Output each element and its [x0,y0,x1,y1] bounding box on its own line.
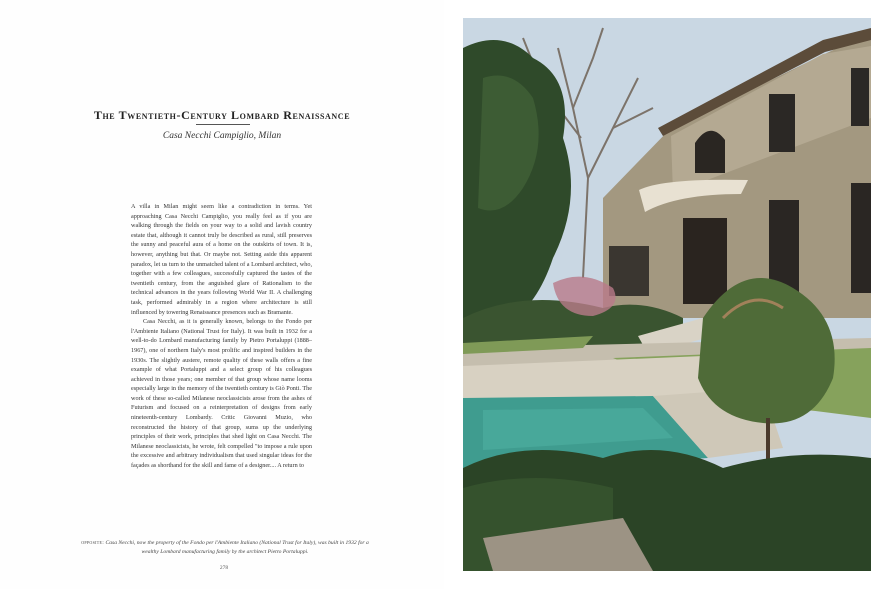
photo-caption [75,539,375,557]
body-paragraph: A villa in Milan might seem like a contradiction in terms. Yet approaching Casa Necchi Campiglio, you really feel as if you are walking through the fields on your way to a solid and lavish country estate that, although it cannot truly be described as rural, still preserves the sunny and peaceful aura of a home on the outskirts of town. It is, however, anything but that. Or maybe not. Setting aside this apparent paradox, let us turn to the unmatched talent of a Lombard architect, who, together with a few colleagues, successfully captured the tastes of the twentieth century, from the anguished glare of Rationalism to the technical advances in the years following World War II. A challenging task, performed admirably in a region where architecture is still influenced by towering Renaissance presences such as Bramante. [131,203,312,316]
caption-lead: opposite: [81,540,105,546]
chapter-subtitle: Casa Necchi Campiglio, Milan [162,131,282,141]
body-text [131,202,312,471]
villa-photo-illustration [463,18,871,571]
body-paragraph: Casa Necchi, as it is generally known, belongs to the Fondo per l'Ambiente Italiano (National Trust for Italy). It was built in 1932 for a well-to-do Lombard manufacturing family by Pietro Portaluppi (1888–1967), one of northern Italy's most prolific and inspired builders in the 1930s. The slightly austere, remote quality of these walls offers a fine example of what Portaluppi and a select group of his colleagues achieved in those years; one member of that group whose name looms especially large in the memory of the twentieth century is Giò Ponti. The work of these so-called Milanese neoclassicists arose from the ashes of Futurism and focused on a reinterpretation of designs from early nineteenth-century Lombardy. Critic Giovanni Muzio, who reconstructed the history of that group, sums up the underlying principles of their work, principles that shed light on Casa Necchi. The Milanese neoclassicists, he wrote, felt compelled "to impose a rule upon the excessive and arbitrary individualism that used singular ideas for the façades as shorthand for the skill and fame of a designer.... A return to [131,318,312,470]
page-number: 278 [219,565,229,571]
title-divider [196,124,250,125]
villa-photograph [463,18,871,571]
chapter-title: The Twentieth-Century Lombard Renaissance [93,108,351,122]
caption-text: Casa Necchi, now the property of the Fondo per l'Ambiente Italiano (National Trust for Italy), was built in 1932 for a wealthy Lombard manufacturing family by the architect Pietro Portaluppi. [105,540,369,555]
text-page [0,0,444,589]
